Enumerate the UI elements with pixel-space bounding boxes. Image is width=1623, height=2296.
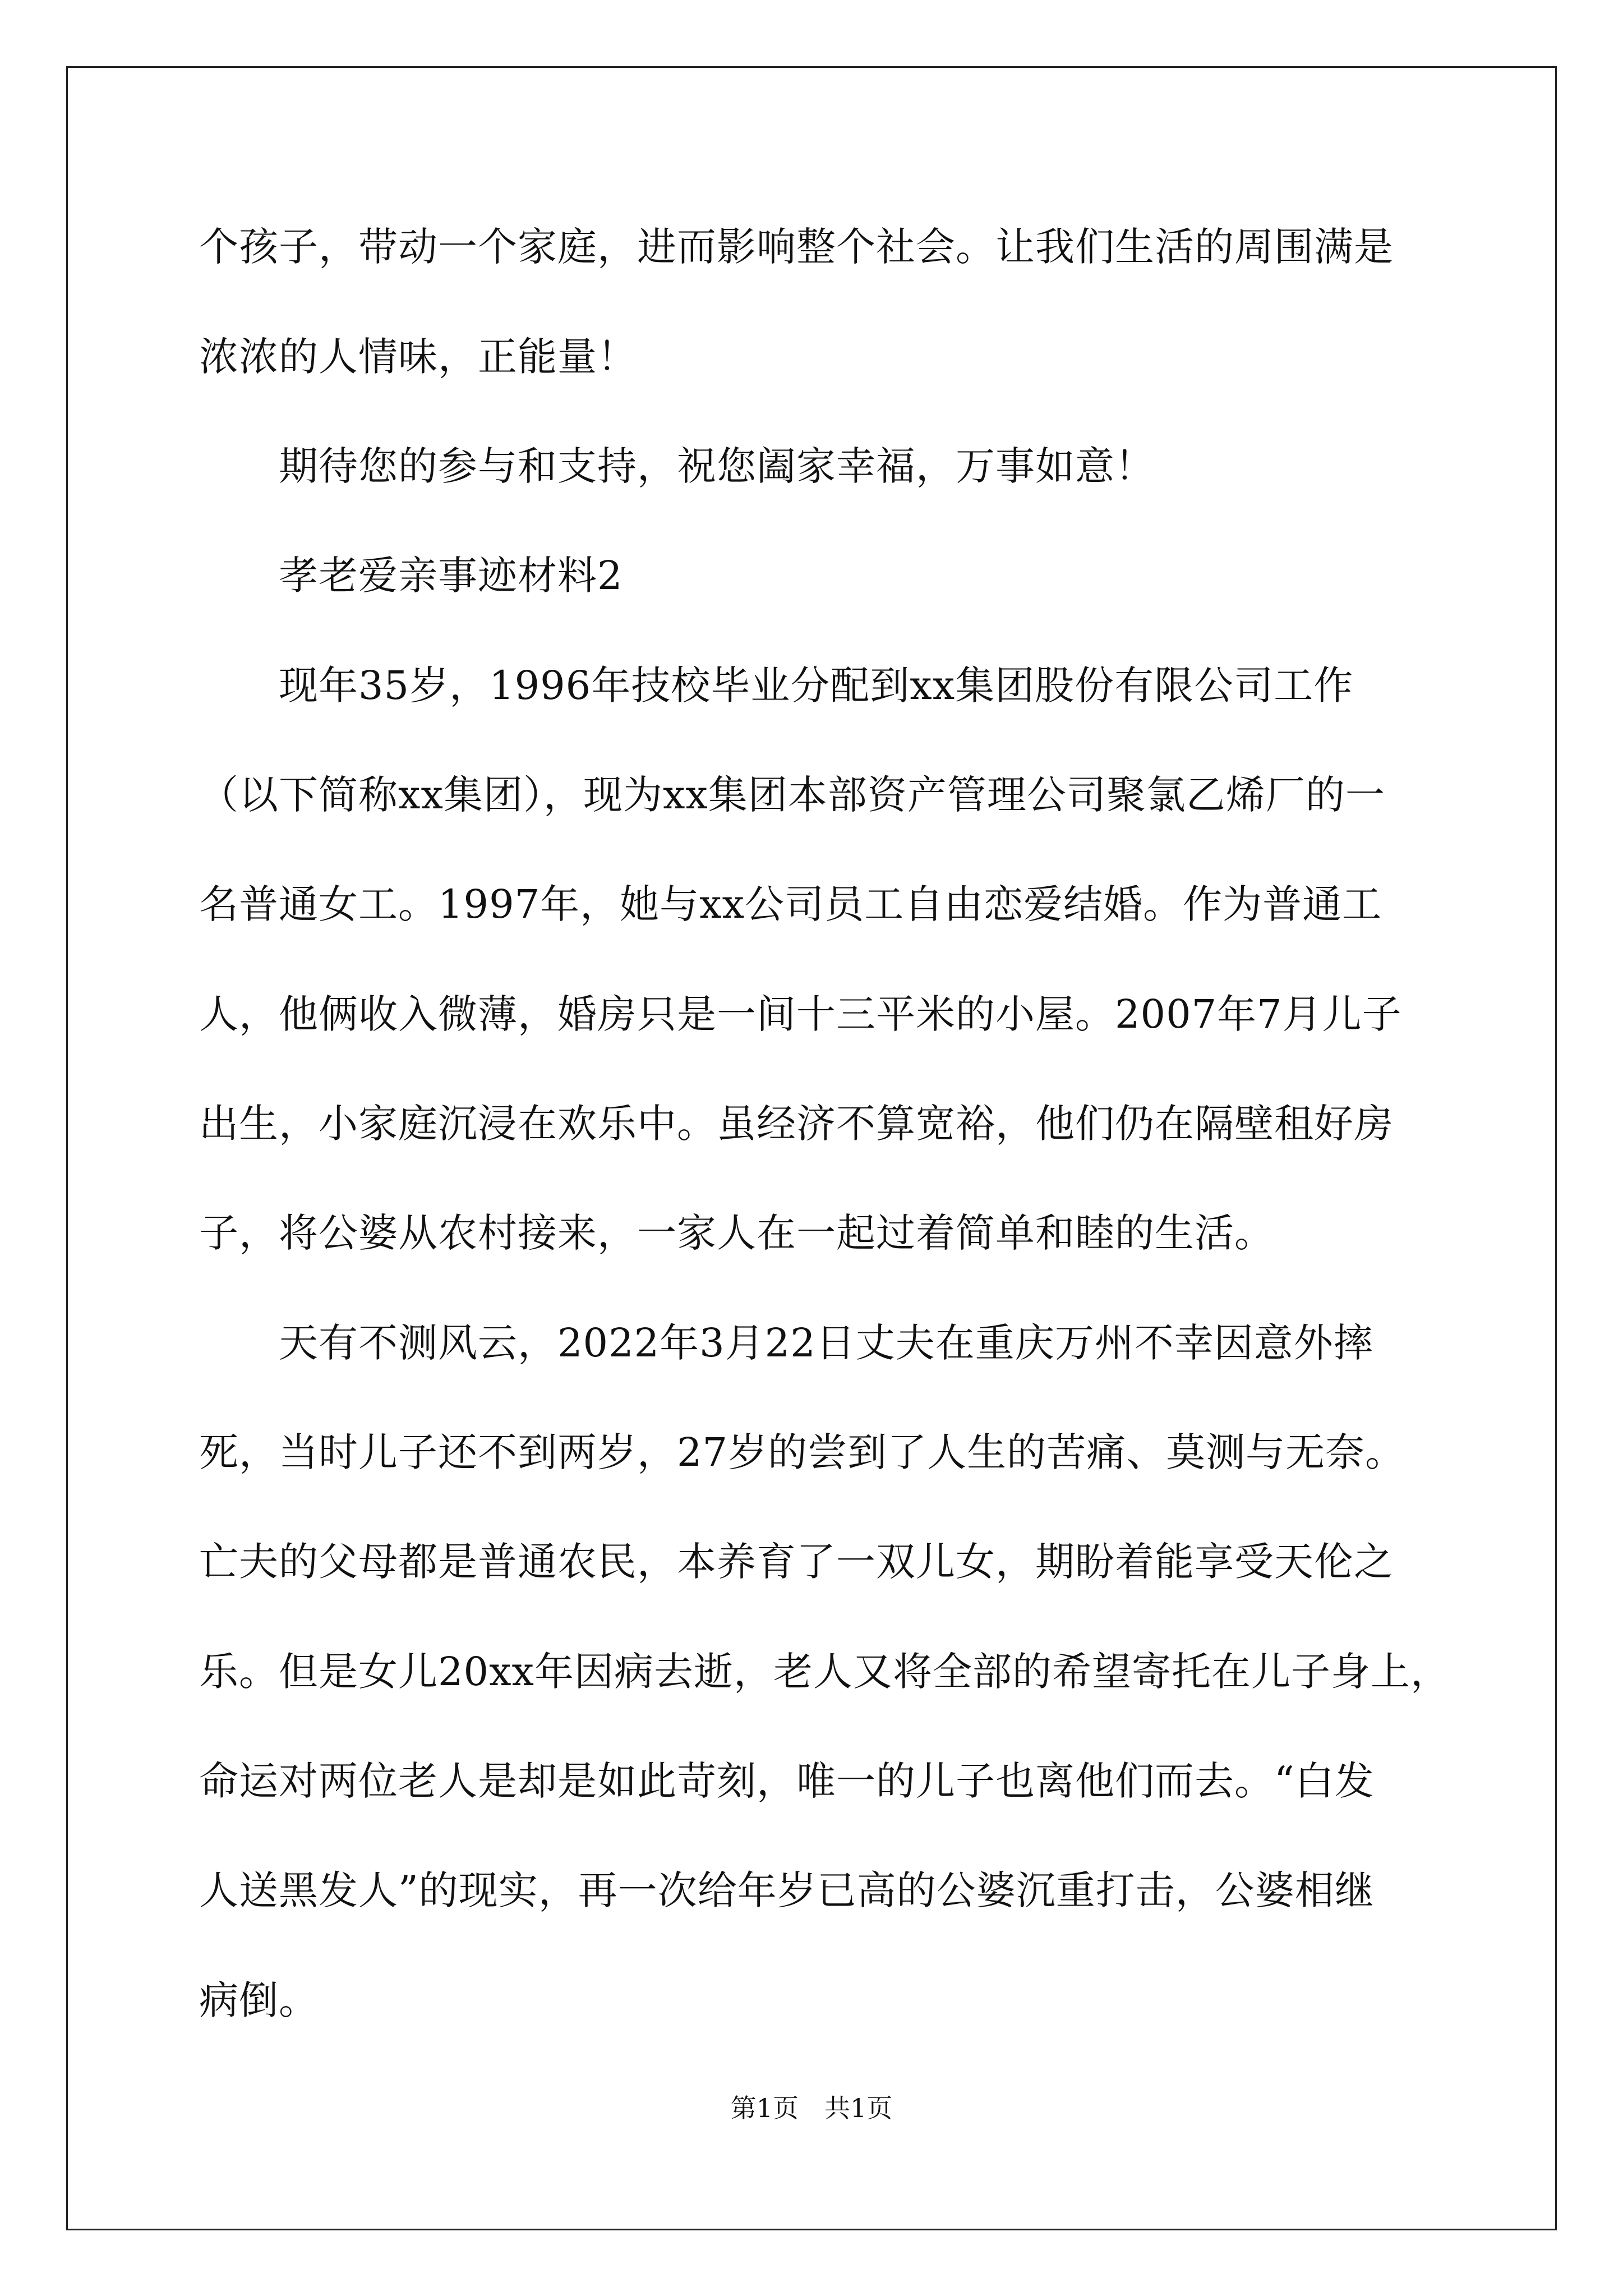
paragraph-first-line: 现年35岁，1996年技校毕业分配到xx集团股份有限公司工作 (279, 662, 1354, 708)
text-line: 病倒。 (199, 1977, 319, 2023)
text-line: 个孩子，带动一个家庭，进而影响整个社会。让我们生活的周围满是 (199, 224, 1394, 270)
page-footer: 第1页 共1页 (730, 2093, 893, 2123)
text-line: 死，当时儿子还不到两岁，27岁的尝到了人生的苦痛、莫测与无奈。 (199, 1429, 1405, 1475)
text-line: 名普通女工。1997年，她与xx公司员工自由恋爱结婚。作为普通工 (199, 881, 1382, 927)
text-line: 亡夫的父母都是普通农民，本养育了一双儿女，期盼着能享受天伦之 (199, 1539, 1394, 1585)
text-line: 乐。但是女儿20xx年因病去逝，老人又将全部的希望寄托在儿子身上， (199, 1649, 1451, 1695)
text-line: 命运对两位老人是却是如此苛刻，唯一的儿子也离他们而去。“白发 (199, 1758, 1375, 1804)
section-heading: 孝老爱亲事迹材料2 (279, 553, 623, 599)
text-line: 人，他俩收入微薄，婚房只是一间十三平米的小屋。2007年7月儿子 (199, 991, 1402, 1037)
text-line: 浓浓的人情味，正能量！ (199, 334, 637, 380)
text-line: 子，将公婆从农村接来，一家人在一起过着简单和睦的生活。 (199, 1210, 1274, 1256)
text-line: 出生，小家庭沉浸在欢乐中。虽经济不算宽裕，他们仍在隔壁租好房 (199, 1101, 1394, 1147)
paragraph-first-line: 期待您的参与和支持，祝您阖家幸福，万事如意！ (279, 443, 1155, 489)
text-line: 人送黑发人”的现实，再一次给年岁已高的公婆沉重打击，公婆相继 (199, 1867, 1375, 1913)
text-line: （以下简称xx集团），现为xx集团本部资产管理公司聚氯乙烯厂的一 (199, 772, 1385, 818)
paragraph-first-line: 天有不测风云，2022年3月22日丈夫在重庆万州不幸因意外摔 (279, 1320, 1373, 1366)
